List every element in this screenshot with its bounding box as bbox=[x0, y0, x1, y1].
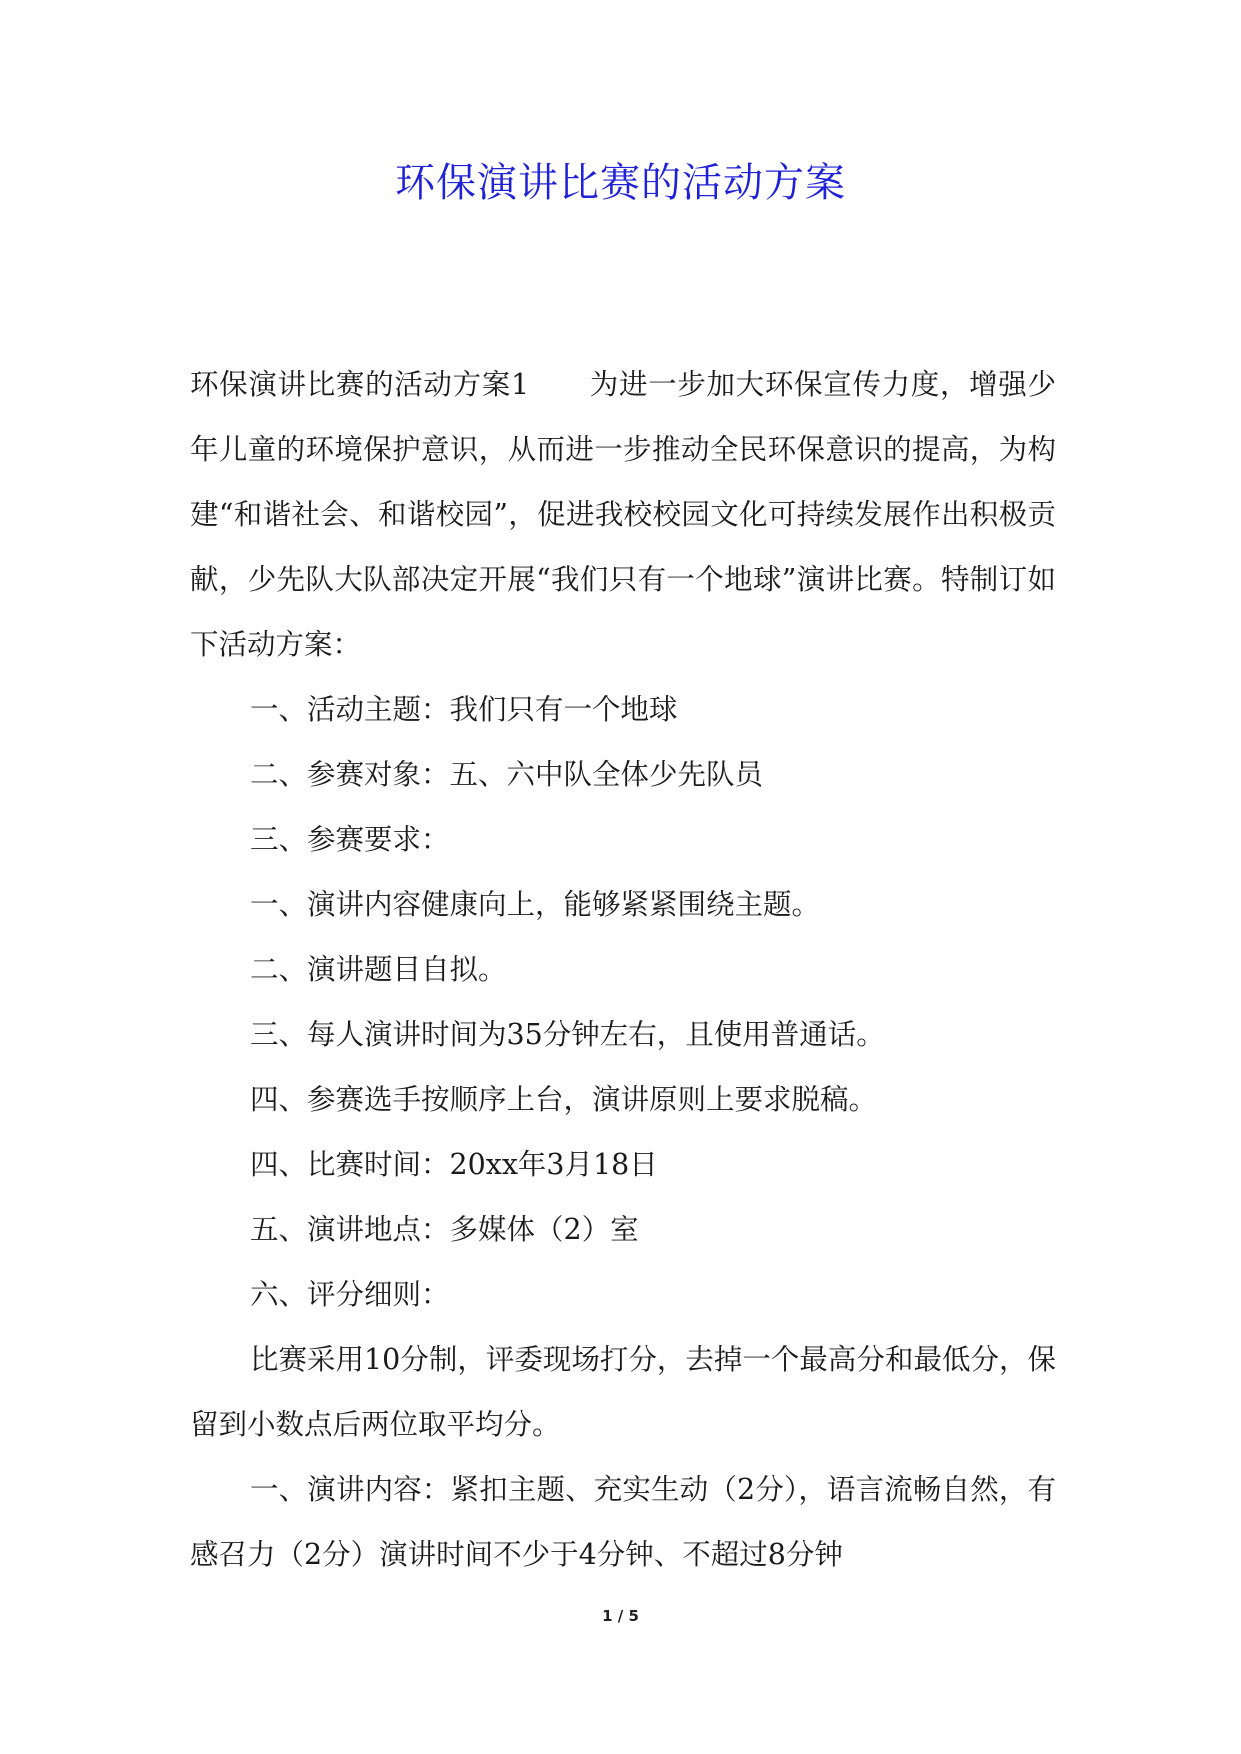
document-body bbox=[190, 352, 1056, 1587]
intro-label: 环保演讲比赛的活动方案1 bbox=[190, 368, 530, 401]
list-item: 二、演讲题目自拟。 bbox=[250, 953, 507, 986]
list-item: 三、每人演讲时间为35分钟左右，且使用普通话。 bbox=[250, 1018, 885, 1051]
page-number: 1 / 5 bbox=[602, 1607, 639, 1625]
list-item: 四、比赛时间：20xx年3月18日 bbox=[250, 1148, 658, 1181]
document-title: 环保演讲比赛的活动方案 bbox=[395, 160, 846, 206]
list-item: 五、演讲地点：多媒体（2）室 bbox=[250, 1213, 639, 1246]
list-item: 三、参赛要求： bbox=[250, 823, 450, 856]
list-item: 四、参赛选手按顺序上台，演讲原则上要求脱稿。 bbox=[250, 1083, 878, 1116]
intro-text: 为进一步加大环保宣传力度，增强少年儿童的环境保护意识，从而进一步推动全民环保意识的提高，为构建“和谐社会、和谐校园”，促进我校校园文化可持续发展作出积极贡献，少先队大队部决定开展“我们只有一个地球”演讲比赛。特制订如下活动方案： bbox=[190, 368, 1056, 661]
list-item: 二、参赛对象：五、六中队全体少先队员 bbox=[250, 758, 764, 791]
scoring-paragraph: 比赛采用10分制，评委现场打分，去掉一个最高分和最低分，保留到小数点后两位取平均分。 bbox=[190, 1343, 1056, 1441]
content-paragraph: 一、演讲内容：紧扣主题、充实生动（2分），语言流畅自然，有感召力（2分）演讲时间不少于4分钟、不超过8分钟 bbox=[190, 1473, 1056, 1571]
list-item: 一、活动主题：我们只有一个地球 bbox=[250, 693, 678, 726]
list-item: 一、演讲内容健康向上，能够紧紧围绕主题。 bbox=[250, 888, 821, 921]
intro-paragraph bbox=[190, 352, 1056, 677]
list-item: 六、评分细则： bbox=[250, 1278, 450, 1311]
